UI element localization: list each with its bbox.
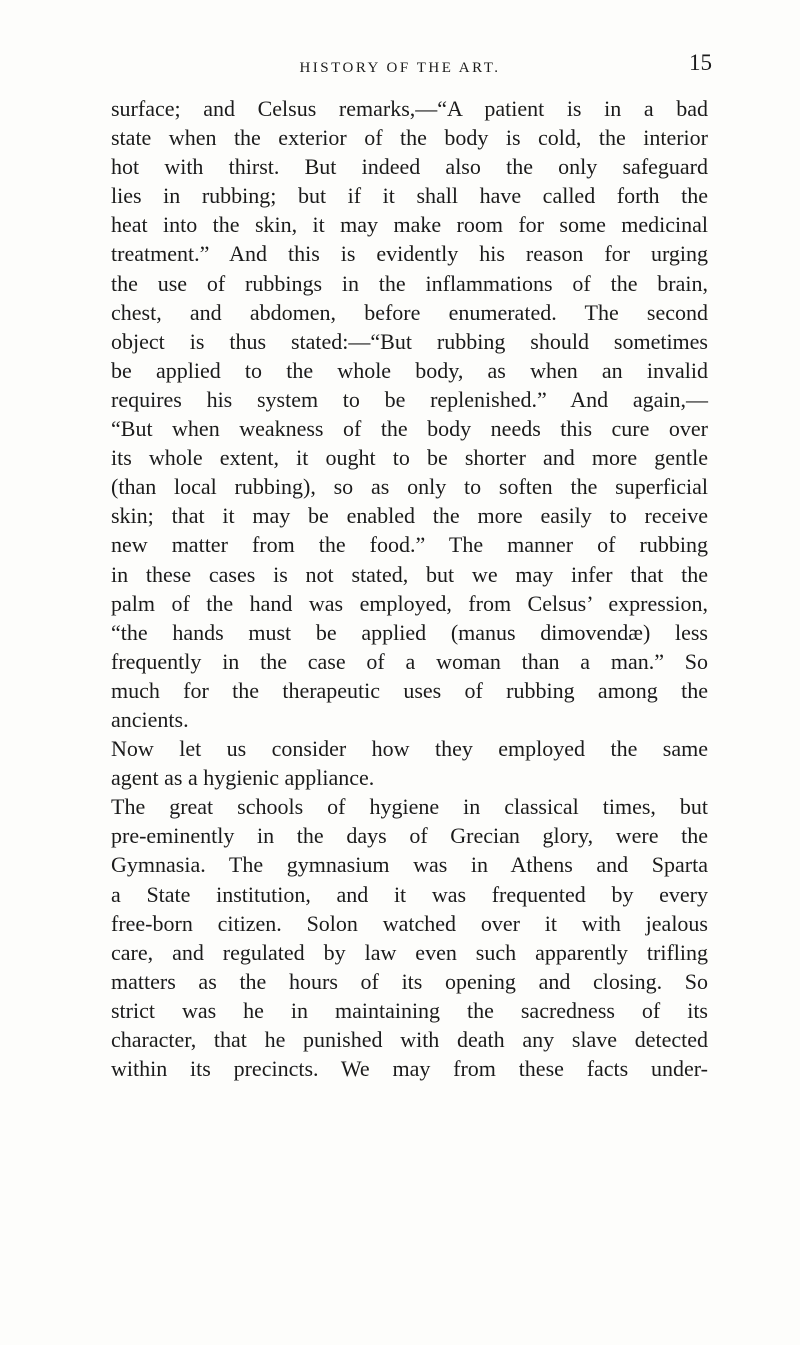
text-line: the use of rubbings in the inflammations of the brain, (111, 270, 708, 296)
text-line: within its precincts. We may from these facts under- (111, 1056, 708, 1082)
text-line: in these cases is not stated, but we may infer that the (111, 561, 708, 587)
running-head (0, 50, 800, 80)
text-line: matters as the hours of its opening and closing. So (111, 968, 708, 994)
text-line: hot with thirst. But indeed also the only safeguard (111, 154, 708, 180)
text-line: frequently in the case of a woman than a man.” So (111, 648, 708, 674)
text-line: lies in rubbing; but if it shall have called forth the (111, 183, 708, 209)
text-line: free-born citizen. Solon watched over it with jealous (111, 910, 708, 936)
text-line: chest, and abdomen, before enumerated. The second (111, 299, 708, 325)
body-text (111, 94, 708, 1083)
text-line: much for the therapeutic uses of rubbing among the (111, 677, 708, 703)
text-line: “But when weakness of the body needs this cure over (111, 416, 708, 442)
text-line: its whole extent, it ought to be shorter and more gentle (111, 445, 708, 471)
text-line: “the hands must be applied (manus dimovendæ) less (111, 619, 708, 645)
text-line: Now let us consider how they employed the same (111, 736, 708, 762)
text-line: heat into the skin, it may make room for some medicinal (111, 212, 708, 238)
text-line: ancients. (111, 706, 189, 732)
running-title: HISTORY OF THE ART. (299, 60, 501, 76)
text-line: state when the exterior of the body is cold, the interior (111, 125, 708, 151)
text-line: Gymnasia. The gymnasium was in Athens and Sparta (111, 852, 708, 878)
text-line: be applied to the whole body, as when an invalid (111, 357, 708, 383)
text-line: care, and regulated by law even such apparently trifling (111, 939, 708, 965)
text-line: palm of the hand was employed, from Celsus’ expression, (111, 590, 708, 616)
text-line: treatment.” And this is evidently his reason for urging (111, 241, 708, 267)
text-line: a State institution, and it was frequented by every (111, 881, 708, 907)
text-line: The great schools of hygiene in classical times, but (111, 794, 708, 820)
text-line: character, that he punished with death any slave detected (111, 1027, 708, 1052)
text-line: agent as a hygienic appliance. (111, 765, 375, 791)
text-line: surface; and Celsus remarks,—“A patient is in a bad (111, 96, 708, 121)
text-line: object is thus stated:—“But rubbing should sometimes (111, 328, 708, 354)
text-line: skin; that it may be enabled the more easily to receive (111, 503, 708, 529)
text-line: requires his system to be replenished.” And again,— (111, 386, 708, 412)
text-line: new matter from the food.” The manner of rubbing (111, 532, 708, 558)
text-line: strict was he in maintaining the sacredness of its (111, 997, 708, 1023)
page-number: 15 (689, 50, 712, 75)
text-line: (than local rubbing), so as only to soften the superficial (111, 474, 708, 500)
text-line: pre-eminently in the days of Grecian glory, were the (111, 823, 708, 849)
